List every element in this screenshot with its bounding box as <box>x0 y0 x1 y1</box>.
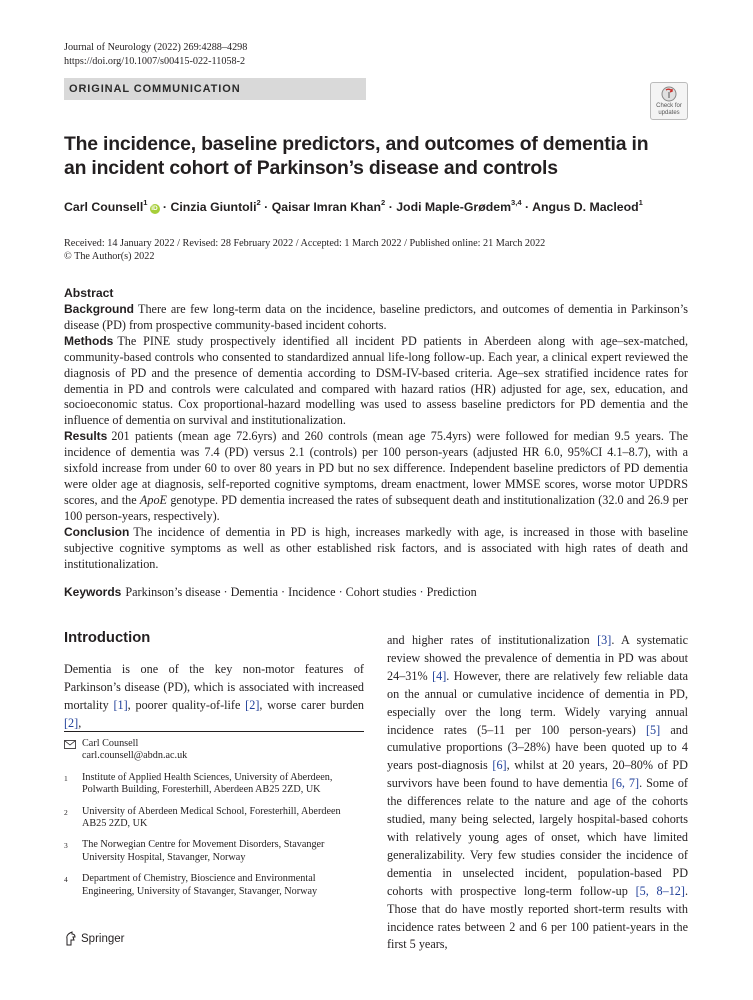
corresponding-author <box>64 738 364 763</box>
affiliation-number: 3 <box>64 841 68 851</box>
author-affiliation-mark: 1 <box>143 198 148 207</box>
citation-link[interactable]: [5, 8–12] <box>635 883 685 898</box>
publisher-name: Springer <box>81 933 125 945</box>
envelope-icon <box>64 738 82 763</box>
publisher-mark <box>64 931 124 947</box>
author-affiliation-mark: 1 <box>638 198 643 207</box>
author-separator: · <box>260 200 272 215</box>
abstract-label: Methods <box>64 333 114 348</box>
affiliation-text: University of Aberdeen Medical School, Foresterhill, Aberdeen AB25 2ZD, UK <box>82 805 341 830</box>
affiliation-text: Department of Chemistry, Bioscience and Environmental Engineering, University of Stavanger, Stavanger, Norway <box>82 873 318 897</box>
body-text: , poorer quality-of-life <box>127 697 246 712</box>
citation-link[interactable]: [6, 7] <box>611 776 640 791</box>
footnotes <box>64 738 364 898</box>
author-separator: · <box>159 200 171 215</box>
author-name[interactable]: Angus D. Macleod <box>532 200 639 215</box>
check-updates-label: Check for updates <box>656 103 682 116</box>
affiliation <box>64 839 364 864</box>
citation-link[interactable]: [1] <box>113 697 128 712</box>
affiliation-number: 4 <box>64 875 68 885</box>
keywords <box>64 585 477 600</box>
abstract-text: There are few long-term data on the incidence, baseline predictors, and outcomes of dementia in Parkinson’s disease (PD) from prospective community-based incident cohorts. <box>64 302 688 332</box>
citation-link[interactable]: [4] <box>432 668 447 683</box>
citation-link[interactable]: [2] <box>245 697 260 712</box>
abstract <box>64 286 688 572</box>
author-name[interactable]: Cinzia Giuntoli <box>170 200 257 215</box>
abstract-methods <box>64 334 688 429</box>
publication-dates <box>64 237 545 263</box>
author-name[interactable]: Jodi Maple-Grødem <box>396 200 512 215</box>
affiliation-text: The Norwegian Centre for Movement Disorders, Stavanger University Hospital, Stavanger, Norway <box>82 839 325 863</box>
article-type-banner: ORIGINAL COMMUNICATION <box>64 78 366 100</box>
author-affiliation-mark: 2 <box>381 198 386 207</box>
affiliation <box>64 772 364 797</box>
body-text: . Some of the differences relate to the nature and age of the cohorts studied, many being selected, largely hospital-based cohorts with relatively young ages of onset, which have limited generalizability. Very few studies consider the incidence of dementia in unselected incident, population-based PD cohorts with prospective long-term follow-up <box>387 776 688 898</box>
citation-link[interactable]: [6] <box>492 758 507 773</box>
abstract-heading: Abstract <box>64 286 114 300</box>
affiliation-number: 1 <box>64 773 68 783</box>
introduction-heading: Introduction <box>64 630 151 646</box>
abstract-label: Conclusion <box>64 524 130 539</box>
keywords-label: Keywords <box>64 585 122 599</box>
abstract-background <box>64 302 688 334</box>
doi-link[interactable]: https://doi.org/10.1007/s00415-022-11058-2 <box>64 56 246 67</box>
author-separator: · <box>521 200 533 215</box>
abstract-label: Results <box>64 429 108 444</box>
author-name[interactable]: Carl Counsell <box>64 200 144 215</box>
abstract-text: The incidence of dementia in PD is high, increases markedly with age, is increased in those with baseline subjective cognitive symptoms as well as other established risk factors, and is associated with high rates of death and institutionalization. <box>64 524 688 571</box>
body-text: , whilst at 20 years, 20–80% of PD survivors have been found to have dementia <box>387 758 688 791</box>
footnote-divider <box>64 731 364 732</box>
abstract-text: genotype. PD dementia increased the rates of subsequent death and institutionalization (32.0 and 26.9 per 100 person-years, respectively). <box>64 492 689 523</box>
keywords-text: Parkinson’s disease · Dementia · Incidence · Cohort studies · Prediction <box>125 585 477 599</box>
abstract-text: 201 patients (mean age 72.6yrs) and 260 controls (mean age 75.4yrs) were followed for median 9.5 years. The incidence of dementia was 7.4 (PD) versus 2.1 (controls) per 100 person-years (adjusted HR 6.0, 95%CI 4.1–8.7), with a sixfold increase from under 60 to over 80 years in PD but no sex difference. Independent baseline predictors of PD dementia were older age at diagnosis, self-reported cognitive symptoms, dream enactment, lower MMSE scores, worse motor UPDRS scores, and the <box>64 429 688 507</box>
author-affiliation-mark: 3,4 <box>511 198 522 207</box>
body-text: . Those that do have mostly reported short-term results with incidence rates between 2 and 6 per 100 patient-years in the first 5 years, <box>387 883 688 952</box>
body-text: , <box>78 715 82 730</box>
affiliation <box>64 806 364 831</box>
author-list <box>64 199 643 215</box>
body-text: . A systematic review showed the prevalence of dementia in PD was about 24–31% <box>387 633 688 683</box>
contact-name: Carl Counsell <box>82 738 139 749</box>
journal-citation: Journal of Neurology (2022) 269:4288–4298 <box>64 42 248 53</box>
date-history: Received: 14 January 2022 / Revised: 28 February 2022 / Accepted: 1 March 2022 / Published online: 21 March 2022 <box>64 238 546 249</box>
author-separator: · <box>385 200 397 215</box>
body-text: , worse carer burden <box>259 697 365 712</box>
citation-link[interactable]: [3] <box>597 633 612 647</box>
citation-link[interactable]: [2] <box>64 715 79 730</box>
check-updates-icon <box>661 86 677 102</box>
author-name[interactable]: Qaisar Imran Khan <box>271 200 382 215</box>
affiliation-number: 2 <box>64 807 68 817</box>
contact-email[interactable]: carl.counsell@abdn.ac.uk <box>82 750 188 762</box>
gene-name: ApoE <box>139 492 167 507</box>
body-text: and higher rates of institutionalization <box>387 633 598 647</box>
journal-header <box>64 41 247 69</box>
affiliation-text: Institute of Applied Health Sciences, University of Aberdeen, Polwarth Building, Foresterhill, Aberdeen AB25 2ZD, UK <box>82 771 333 796</box>
abstract-label: Background <box>64 302 135 316</box>
intro-paragraph-right <box>387 632 688 954</box>
body-text: and cumulative proportions (3–28%) have been quoted up to 4 years post-diagnosis <box>387 722 688 773</box>
author-affiliation-mark: 2 <box>256 198 261 207</box>
intro-paragraph-left <box>64 661 364 733</box>
citation-link[interactable]: [5] <box>645 722 661 737</box>
body-text: . However, there are relatively few reliable data on the annual or cumulative incidence of dementia in PD, especially over the long term. Widely varying annual incidence rates (5–11 per 100 person-years) <box>387 668 688 737</box>
body-text: Dementia is one of the key non-motor features of Parkinson’s disease (PD), which is associated with increased mortality <box>64 662 364 712</box>
springer-horse-icon <box>64 931 78 947</box>
abstract-text: The PINE study prospectively identified all incident PD patients in Aberdeen along with age–sex-matched, community-based controls who consented to standardized annual life-long follow-up. Each year, a clinical expert reviewed the diagnosis of PD and the presence of dementia according to DSM-IV-based criteria. Age–sex stratified incidence rates for dementia in PD and controls were calculated and compared with hazard ratios (HR) adjusted for age, sex, education, and socioeconomic status. Cox proportional-hazard modelling was used to assess baseline predictors for PD dementia and the influence of dementia on survival and institutionalization. <box>64 333 688 428</box>
check-for-updates-badge[interactable] <box>650 82 688 120</box>
orcid-icon[interactable]: iD <box>151 205 158 213</box>
abstract-results <box>64 429 688 524</box>
article-title: The incidence, baseline predictors, and outcomes of dementia in an incident cohort of Parkinson’s disease and controls <box>64 133 649 179</box>
affiliation <box>64 873 364 898</box>
copyright-notice: © The Author(s) 2022 <box>64 251 155 262</box>
abstract-conclusion <box>64 525 688 573</box>
